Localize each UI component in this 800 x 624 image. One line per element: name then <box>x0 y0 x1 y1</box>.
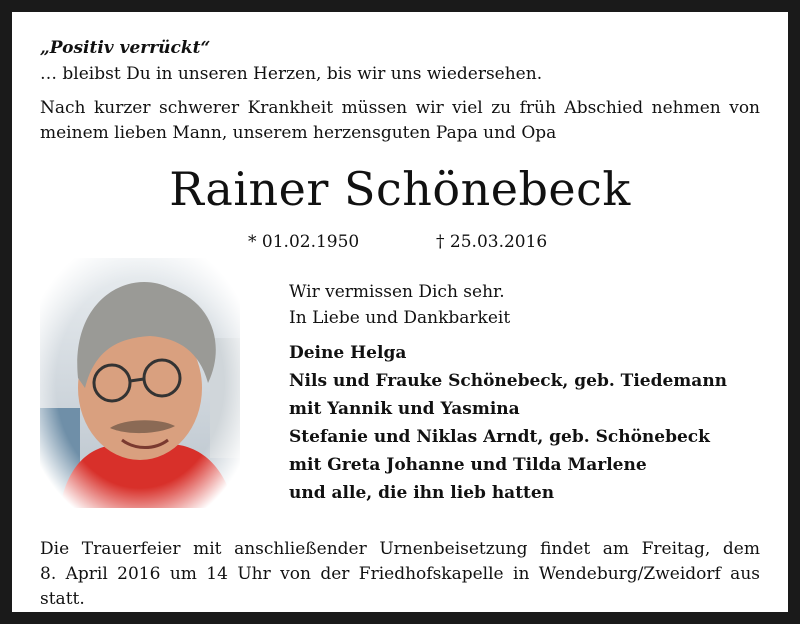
obituary-card <box>12 12 788 612</box>
funeral-info <box>40 537 760 612</box>
mourner-line: mit Yannik und Yasmina <box>289 399 520 419</box>
death-date: † 25.03.2016 <box>436 232 548 252</box>
miss-line: Wir vermissen Dich sehr. <box>289 282 505 302</box>
announcement-text <box>40 96 760 146</box>
mourner-line: Deine Helga <box>289 343 407 363</box>
miss-line: In Liebe und Dankbarkeit <box>289 308 511 328</box>
motto: „Positiv verrückt“ <box>40 38 211 58</box>
mourner-line: mit Greta Johanne und Tilda Marlene <box>289 455 647 475</box>
announcement-line: meinem lieben Mann, unserem herzensguten Papa und Opa <box>40 123 557 143</box>
birth-date: * 01.02.1950 <box>248 232 360 252</box>
deceased-name: Rainer Schönebeck <box>169 162 631 216</box>
intro-line: … bleibst Du in unseren Herzen, bis wir uns wiedersehen. <box>40 64 543 84</box>
mourner-line: Nils und Frauke Schönebeck, geb. Tiedemann <box>289 371 728 391</box>
portrait-photo <box>40 258 240 508</box>
mourner-line: Stefanie und Niklas Arndt, geb. Schönebeck <box>289 427 710 447</box>
mourner-line: und alle, die ihn lieb hatten <box>289 483 555 503</box>
funeral-line: 8. April 2016 um 14 Uhr von der Friedhofskapelle in Wendeburg/Zweidorf aus statt. <box>40 564 760 609</box>
funeral-line: Die Trauerfeier mit anschließender Urnenbeisetzung findet am Freitag, dem <box>40 539 760 559</box>
announcement-line: Nach kurzer schwerer Krankheit müssen wir viel zu früh Abschied nehmen von <box>40 98 760 118</box>
